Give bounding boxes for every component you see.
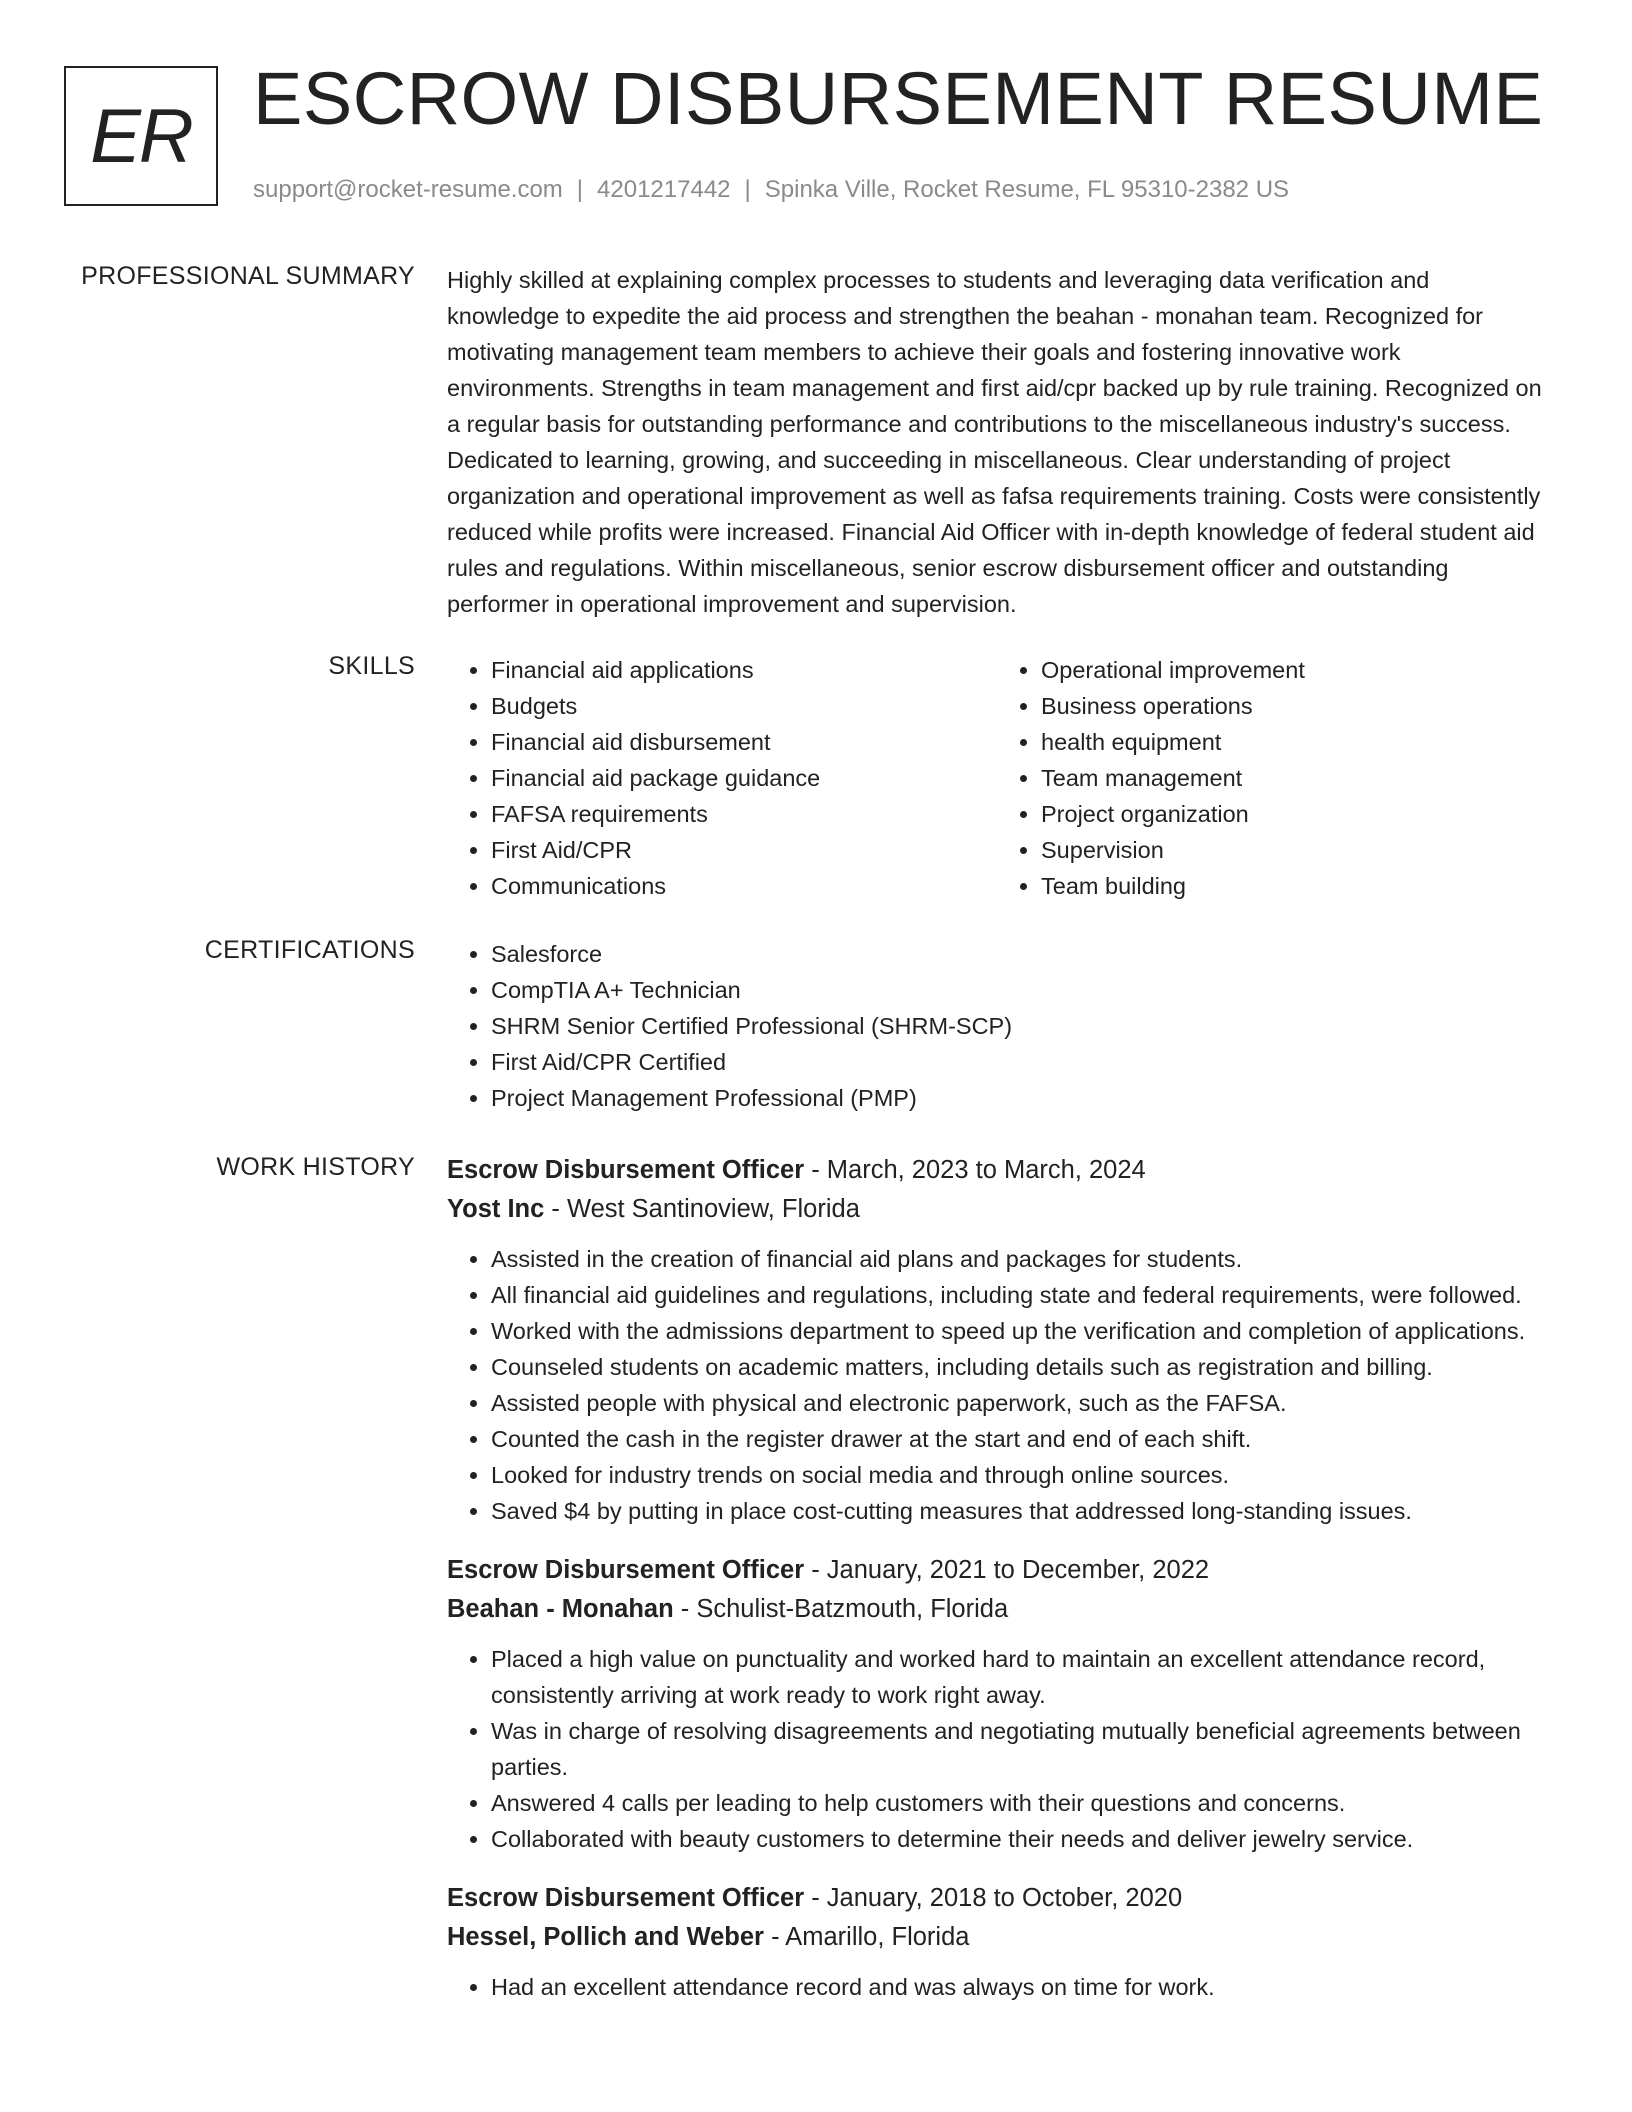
job-dates: - January, 2018 to October, 2020 bbox=[804, 1884, 1183, 1912]
certification-item: • CompTIA A+ Technician bbox=[491, 972, 1547, 1008]
job-entry bbox=[447, 1879, 1547, 2005]
job-bullet: • Counseled students on academic matters, including details such as registration and billing. bbox=[491, 1349, 1547, 1385]
job-bullet: • Saved $4 by putting in place cost-cutting measures that addressed long-standing issues. bbox=[491, 1493, 1547, 1529]
contact-separator: | bbox=[576, 176, 584, 203]
skill-item: • Project organization bbox=[1041, 796, 1547, 832]
job-dates: - January, 2021 to December, 2022 bbox=[804, 1556, 1210, 1584]
contact-line bbox=[253, 176, 1289, 204]
summary-text: Highly skilled at explaining complex processes to students and leveraging data verification and knowledge to expedite the aid process and strengthen the beahan - monahan team. Recognized for motivating management team members to achieve their goals and fostering innovative work environments. Strengths in team management and first aid/cpr backed up by rule training. Recognized on a regular basis for outstanding performance and contributions to the miscellaneous industry's success. Dedicated to learning, growing, and succeeding in miscellaneous. Clear understanding of project organization and operational improvement as well as fafsa requirements training. Costs were consistently reduced while profits were increased. Financial Aid Officer with in-depth knowledge of federal student aid rules and regulations. Within miscellaneous, senior escrow disbursement officer and outstanding performer in operational improvement and supervision. bbox=[447, 267, 1542, 617]
section-label-summary: PROFESSIONAL SUMMARY bbox=[81, 262, 415, 290]
section-label-work-history: WORK HISTORY bbox=[216, 1153, 415, 1181]
job-company-line bbox=[447, 1590, 1547, 1629]
skill-item: • Financial aid applications bbox=[491, 652, 997, 688]
skill-item: • Communications bbox=[491, 868, 997, 904]
job-bullet: • All financial aid guidelines and regulations, including state and federal requirements, were followed. bbox=[491, 1277, 1547, 1313]
contact-separator: | bbox=[744, 176, 751, 203]
job-bullets bbox=[447, 1241, 1547, 1529]
job-bullet: • Looked for industry trends on social media and through online sources. bbox=[491, 1457, 1547, 1493]
certifications-list bbox=[447, 936, 1547, 1116]
job-bullet: • Assisted in the creation of financial aid plans and packages for students. bbox=[491, 1241, 1547, 1277]
job-bullet: • Collaborated with beauty customers to determine their needs and deliver jewelry service. bbox=[491, 1821, 1547, 1857]
job-bullet: • Worked with the admissions department to speed up the verification and completion of applications. bbox=[491, 1313, 1547, 1349]
skill-item: • First Aid/CPR bbox=[491, 832, 997, 868]
certification-item: • Project Management Professional (PMP) bbox=[491, 1080, 1547, 1116]
skill-item: • Team management bbox=[1041, 760, 1547, 796]
job-company: Yost Inc bbox=[447, 1195, 545, 1223]
job-company-line bbox=[447, 1918, 1547, 1957]
skill-item: • Financial aid disbursement bbox=[491, 724, 997, 760]
job-bullet: • Counted the cash in the register drawer at the start and end of each shift. bbox=[491, 1421, 1547, 1457]
section-label-skills: SKILLS bbox=[328, 652, 415, 680]
job-title-line bbox=[447, 1879, 1547, 1918]
job-title-line bbox=[447, 1151, 1547, 1190]
job-company-line bbox=[447, 1190, 1547, 1229]
job-title: Escrow Disbursement Officer bbox=[447, 1556, 805, 1584]
skill-item: • Budgets bbox=[491, 688, 997, 724]
skill-item: • health equipment bbox=[1041, 724, 1547, 760]
job-bullet: • Was in charge of resolving disagreements and negotiating mutually beneficial agreements between parties. bbox=[491, 1713, 1547, 1785]
job-title: Escrow Disbursement Officer bbox=[447, 1156, 805, 1184]
skill-item: • Financial aid package guidance bbox=[491, 760, 997, 796]
contact-phone: 4201217442 bbox=[597, 176, 731, 203]
job-bullet: • Placed a high value on punctuality and worked hard to maintain an excellent attendance record, consistently arriving at work ready to work right away. bbox=[491, 1641, 1547, 1713]
job-title-line bbox=[447, 1551, 1547, 1590]
certification-item: • Salesforce bbox=[491, 936, 1547, 972]
resume-title: ESCROW DISBURSEMENT RESUME bbox=[253, 57, 1544, 140]
section-label-certifications: CERTIFICATIONS bbox=[204, 936, 415, 964]
skill-item: • FAFSA requirements bbox=[491, 796, 997, 832]
skill-item: • Operational improvement bbox=[1041, 652, 1547, 688]
job-dates: - March, 2023 to March, 2024 bbox=[804, 1156, 1146, 1184]
job-location: - Schulist-Batzmouth, Florida bbox=[673, 1595, 1009, 1623]
skill-item: • Team building bbox=[1041, 868, 1547, 904]
skills-list-right bbox=[997, 652, 1547, 904]
job-bullet: • Assisted people with physical and electronic paperwork, such as the FAFSA. bbox=[491, 1385, 1547, 1421]
certification-item: • SHRM Senior Certified Professional (SHRM-SCP) bbox=[491, 1008, 1547, 1044]
job-company: Beahan - Monahan bbox=[447, 1595, 674, 1623]
job-company: Hessel, Pollich and Weber bbox=[447, 1923, 764, 1951]
skill-item: • Business operations bbox=[1041, 688, 1547, 724]
job-location: - Amarillo, Florida bbox=[763, 1923, 970, 1951]
job-bullets bbox=[447, 1969, 1547, 2005]
contact-email: support@rocket-resume.com bbox=[253, 176, 563, 203]
skills-list-left bbox=[447, 652, 997, 904]
job-location: - West Santinoview, Florida bbox=[544, 1195, 860, 1223]
job-bullets bbox=[447, 1641, 1547, 1857]
job-entry bbox=[447, 1551, 1547, 1857]
job-title: Escrow Disbursement Officer bbox=[447, 1884, 805, 1912]
job-entry bbox=[447, 1151, 1547, 1529]
monogram-logo: ER bbox=[64, 66, 218, 206]
contact-address: Spinka Ville, Rocket Resume, FL 95310-2382 US bbox=[764, 176, 1290, 203]
certification-item: • First Aid/CPR Certified bbox=[491, 1044, 1547, 1080]
job-bullet: • Answered 4 calls per leading to help customers with their questions and concerns. bbox=[491, 1785, 1547, 1821]
job-bullet: • Had an excellent attendance record and was always on time for work. bbox=[491, 1969, 1547, 2005]
skill-item: • Supervision bbox=[1041, 832, 1547, 868]
